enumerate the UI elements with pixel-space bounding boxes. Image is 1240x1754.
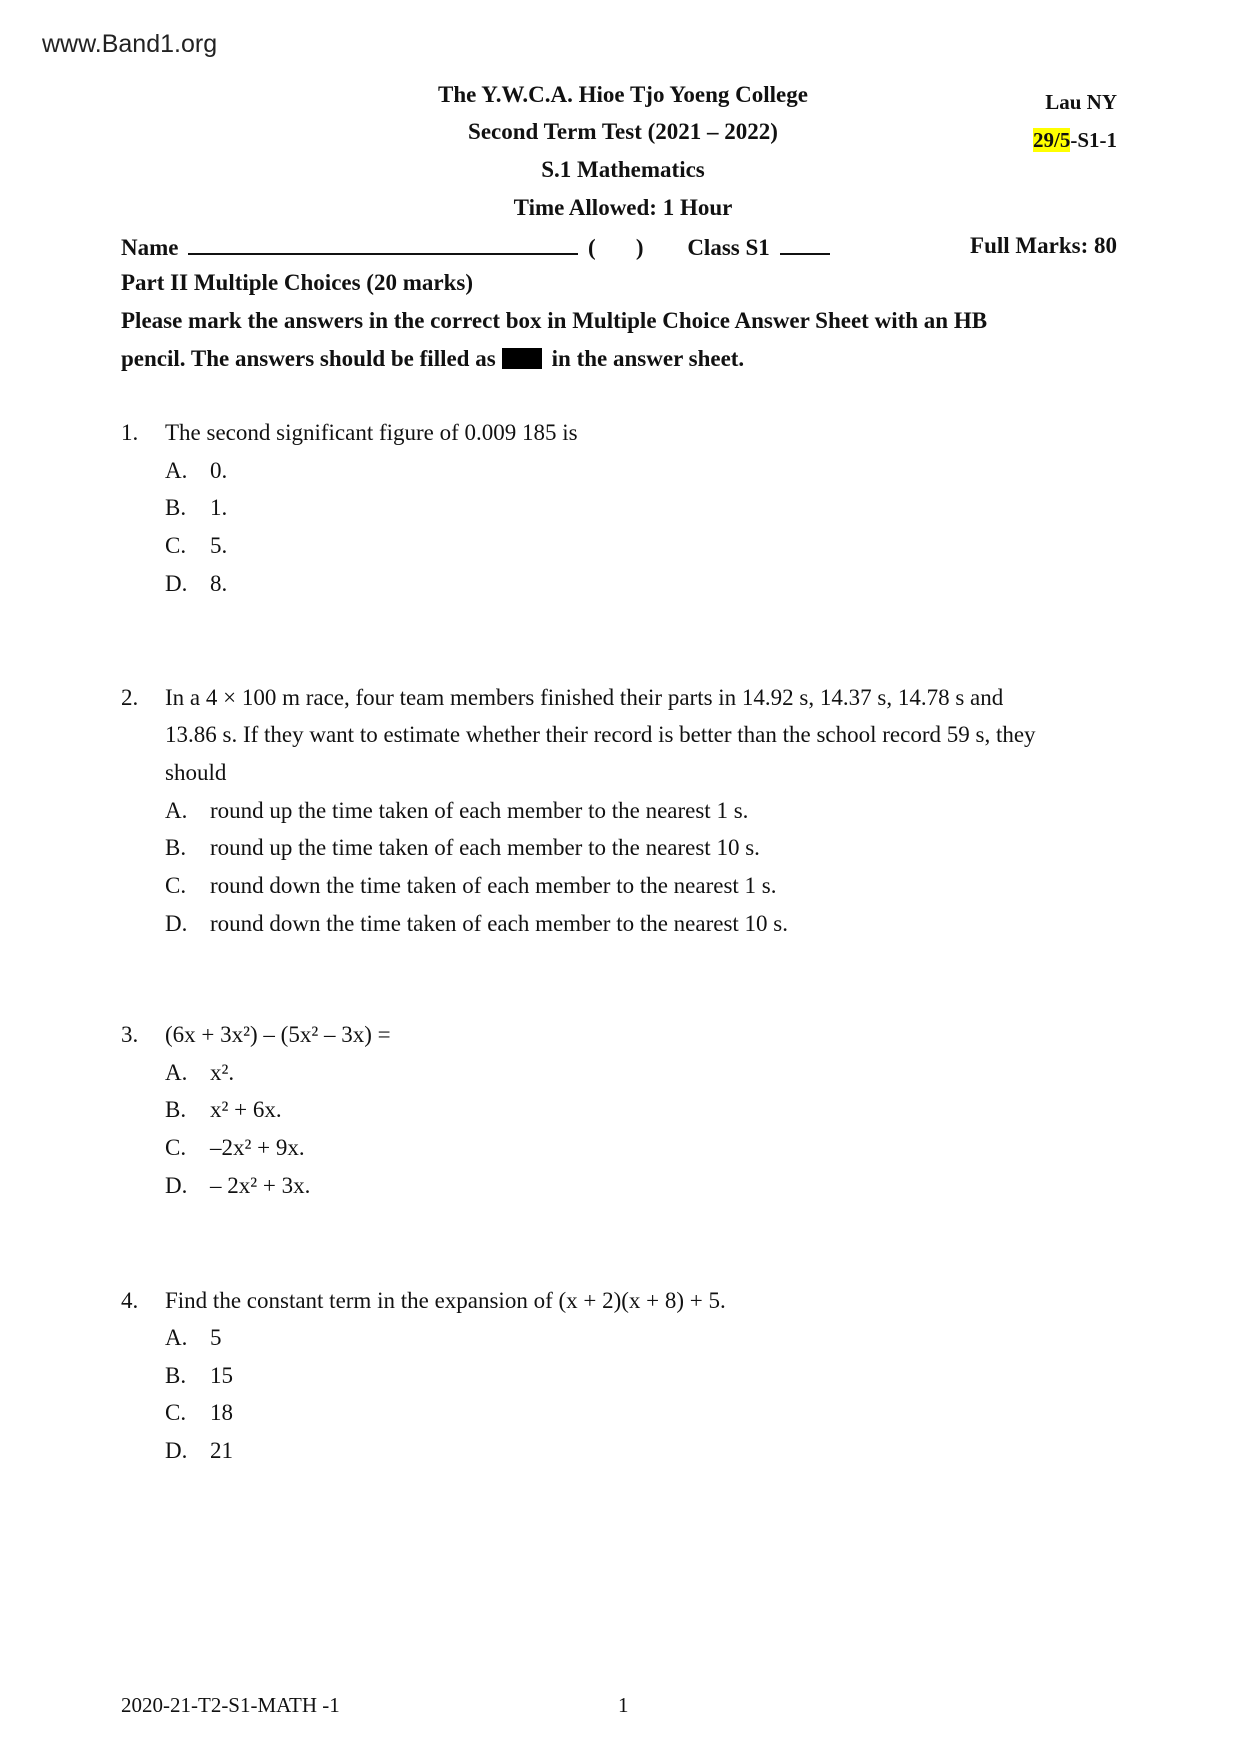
option-label: B. xyxy=(165,835,187,860)
name-label: Name xyxy=(121,235,179,260)
class-label: Class S1 xyxy=(687,235,770,260)
question-text: In a 4 × 100 m race, four team members finished their parts in 14.92 s, 14.37 s, 14.78 s and xyxy=(165,685,1004,710)
question-text: (6x + 3x²) – (5x² – 3x) = xyxy=(165,1022,391,1047)
option-text: 18 xyxy=(210,1400,233,1425)
number-field[interactable]: ( ) xyxy=(587,235,644,260)
teacher: Lau NY xyxy=(1045,90,1117,114)
question-text: The second significant figure of 0.009 185 is xyxy=(165,420,578,445)
question-number: 4. xyxy=(121,1288,139,1313)
option-text: round up the time taken of each member to the nearest 1 s. xyxy=(210,798,749,823)
option-text: –2x² + 9x. xyxy=(210,1135,305,1160)
option-label: A. xyxy=(165,458,188,483)
subject: S.1 Mathematics xyxy=(541,157,705,182)
instructions-line-1: Please mark the answers in the correct box in Multiple Choice Answer Sheet with an HB xyxy=(121,308,988,333)
name-field[interactable] xyxy=(188,233,578,255)
option-text: x² + 6x. xyxy=(210,1097,282,1122)
option-text: round up the time taken of each member to the nearest 10 s. xyxy=(210,835,760,860)
paper-code xyxy=(1033,128,1117,153)
code-highlight: 29/5 xyxy=(1032,128,1071,152)
question-text: 13.86 s. If they want to estimate whether their record is better than the school record 59 s, they xyxy=(165,722,1036,747)
option-label: C. xyxy=(165,533,187,558)
time-allowed: Time Allowed: 1 Hour xyxy=(513,195,733,220)
school-name: The Y.W.C.A. Hioe Tjo Yoeng College xyxy=(438,82,808,107)
option-label: B. xyxy=(165,1363,187,1388)
option-label: D. xyxy=(165,1173,188,1198)
question-number: 1. xyxy=(121,420,139,445)
option-text: 21 xyxy=(210,1438,233,1463)
option-label: C. xyxy=(165,1400,187,1425)
option-label: A. xyxy=(165,798,188,823)
filled-box-sample xyxy=(502,348,542,369)
instr-text-b: in the answer sheet. xyxy=(551,346,745,371)
option-label: A. xyxy=(165,1060,188,1085)
option-label: A. xyxy=(165,1325,188,1350)
option-text: x². xyxy=(210,1060,235,1085)
option-text: 5 xyxy=(210,1325,222,1350)
class-field[interactable] xyxy=(780,233,830,255)
watermark: www.Band1.org xyxy=(42,30,218,58)
option-text: 0. xyxy=(210,458,228,483)
instructions-line-2 xyxy=(121,346,744,372)
option-label: D. xyxy=(165,911,188,936)
option-label: D. xyxy=(165,571,188,596)
option-label: B. xyxy=(165,1097,187,1122)
option-text: 15 xyxy=(210,1363,233,1388)
question-number: 2. xyxy=(121,685,139,710)
question-number: 3. xyxy=(121,1022,139,1047)
instr-text-a: pencil. The answers should be filled as xyxy=(121,346,496,371)
page-number: 1 xyxy=(618,1693,629,1717)
full-marks: Full Marks: 80 xyxy=(970,233,1117,258)
part-title: Part II Multiple Choices (20 marks) xyxy=(121,270,473,295)
option-text: round down the time taken of each member to the nearest 1 s. xyxy=(210,873,777,898)
question-text: should xyxy=(165,760,227,785)
option-label: C. xyxy=(165,1135,187,1160)
option-text: 8. xyxy=(210,571,228,596)
option-text: 5. xyxy=(210,533,228,558)
test-title: Second Term Test (2021 – 2022) xyxy=(468,119,778,144)
question-text: Find the constant term in the expansion of (x + 2)(x + 8) + 5. xyxy=(165,1288,726,1313)
option-text: – 2x² + 3x. xyxy=(210,1173,311,1198)
footer-code: 2020-21-T2-S1-MATH -1 xyxy=(121,1693,340,1717)
option-label: B. xyxy=(165,495,187,520)
code-rest: -S1-1 xyxy=(1070,128,1117,152)
option-text: 1. xyxy=(210,495,228,520)
option-label: D. xyxy=(165,1438,188,1463)
option-text: round down the time taken of each member to the nearest 10 s. xyxy=(210,911,789,936)
name-row xyxy=(121,233,830,261)
option-label: C. xyxy=(165,873,187,898)
